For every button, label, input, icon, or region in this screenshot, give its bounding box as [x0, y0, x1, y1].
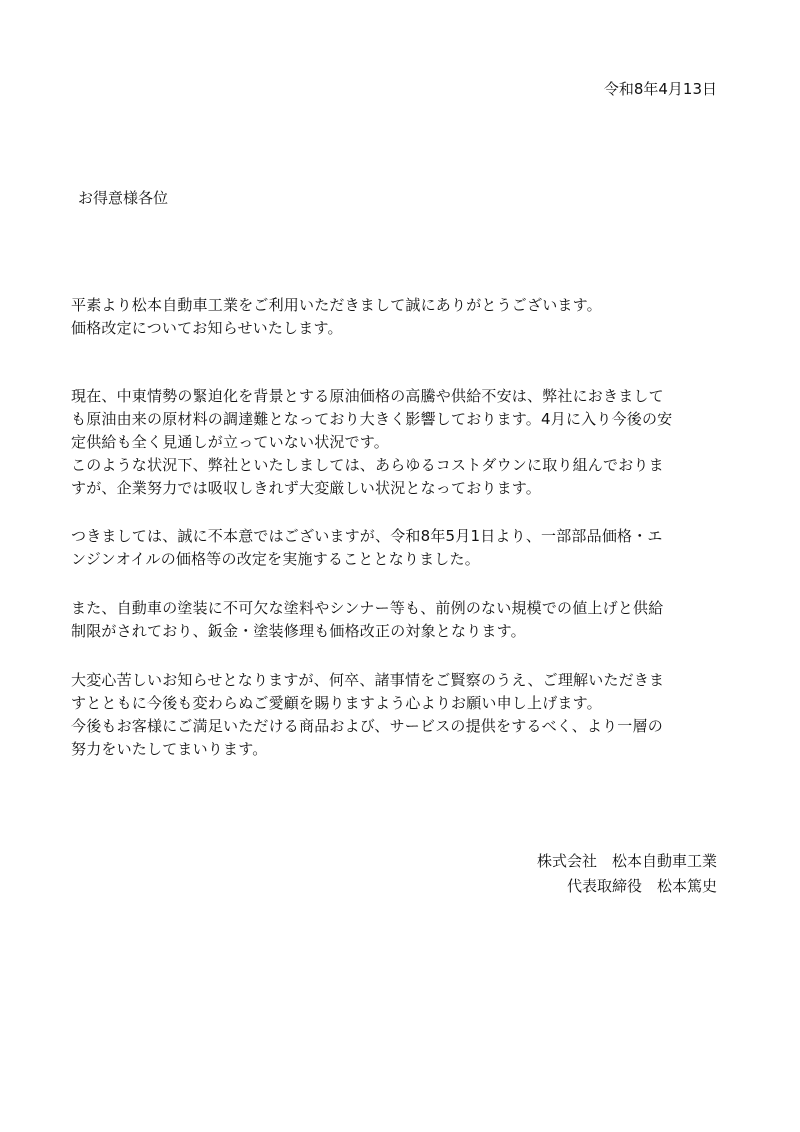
- greeting-line: 平素より松本自動車工業をご利用いただきまして誠にありがとうございます。: [71, 296, 602, 314]
- paint-paragraph: [71, 597, 727, 643]
- closing-line: 今後もお客様にご満足いただける商品および、サービスの提供をするべく、より一層の: [71, 717, 663, 735]
- situation-line: 定供給も全く見通しが立っていない状況です。: [71, 433, 390, 451]
- situation-line: このような状況下、弊社といたしましては、あらゆるコストダウンに取り組んでおりま: [71, 456, 664, 474]
- greeting-paragraph: [71, 294, 727, 340]
- situation-line: 現在、中東情勢の緊迫化を背景とする原油価格の高騰や供給不安は、弊社におきまして: [71, 387, 664, 405]
- paint-line: 制限がされており、鈑金・塗装修理も価格改正の対象となります。: [71, 622, 526, 640]
- paint-line: また、自動車の塗装に不可欠な塗料やシンナー等も、前例のない規模での値上げと供給: [71, 599, 664, 617]
- revision-paragraph: [71, 525, 727, 571]
- letter-date: 令和8年4月13日: [603, 80, 717, 98]
- addressee: お得意様各位: [78, 189, 169, 207]
- situation-line: も原油由来の原材料の調達難となっており大きく影響しております。4月に入り今後の安: [71, 410, 673, 428]
- closing-line: 大変心苦しいお知らせとなりますが、何卒、諸事情をご賢察のうえ、ご理解いただきま: [71, 671, 665, 689]
- revision-line: つきましては、誠に不本意ではございますが、令和8年5月1日より、一部部品価格・エ: [71, 527, 663, 545]
- situation-line: すが、企業努力では吸収しきれず大変厳しい状況となっております。: [71, 479, 542, 497]
- greeting-line: 価格改定についてお知らせいたします。: [71, 319, 343, 337]
- signature-block: [537, 849, 717, 899]
- revision-line: ンジンオイルの価格等の改定を実施することとなりました。: [71, 550, 480, 568]
- closing-line: すとともに今後も変わらぬご愛顧を賜りますよう心よりお願い申し上げます。: [71, 694, 602, 712]
- company-name: 株式会社 松本自動車工業: [536, 852, 717, 870]
- closing-paragraph: [71, 669, 727, 761]
- situation-paragraph: [71, 385, 727, 500]
- closing-line: 努力をいたしてまいります。: [71, 740, 268, 758]
- representative-name: 代表取締役 松本篤史: [566, 877, 717, 895]
